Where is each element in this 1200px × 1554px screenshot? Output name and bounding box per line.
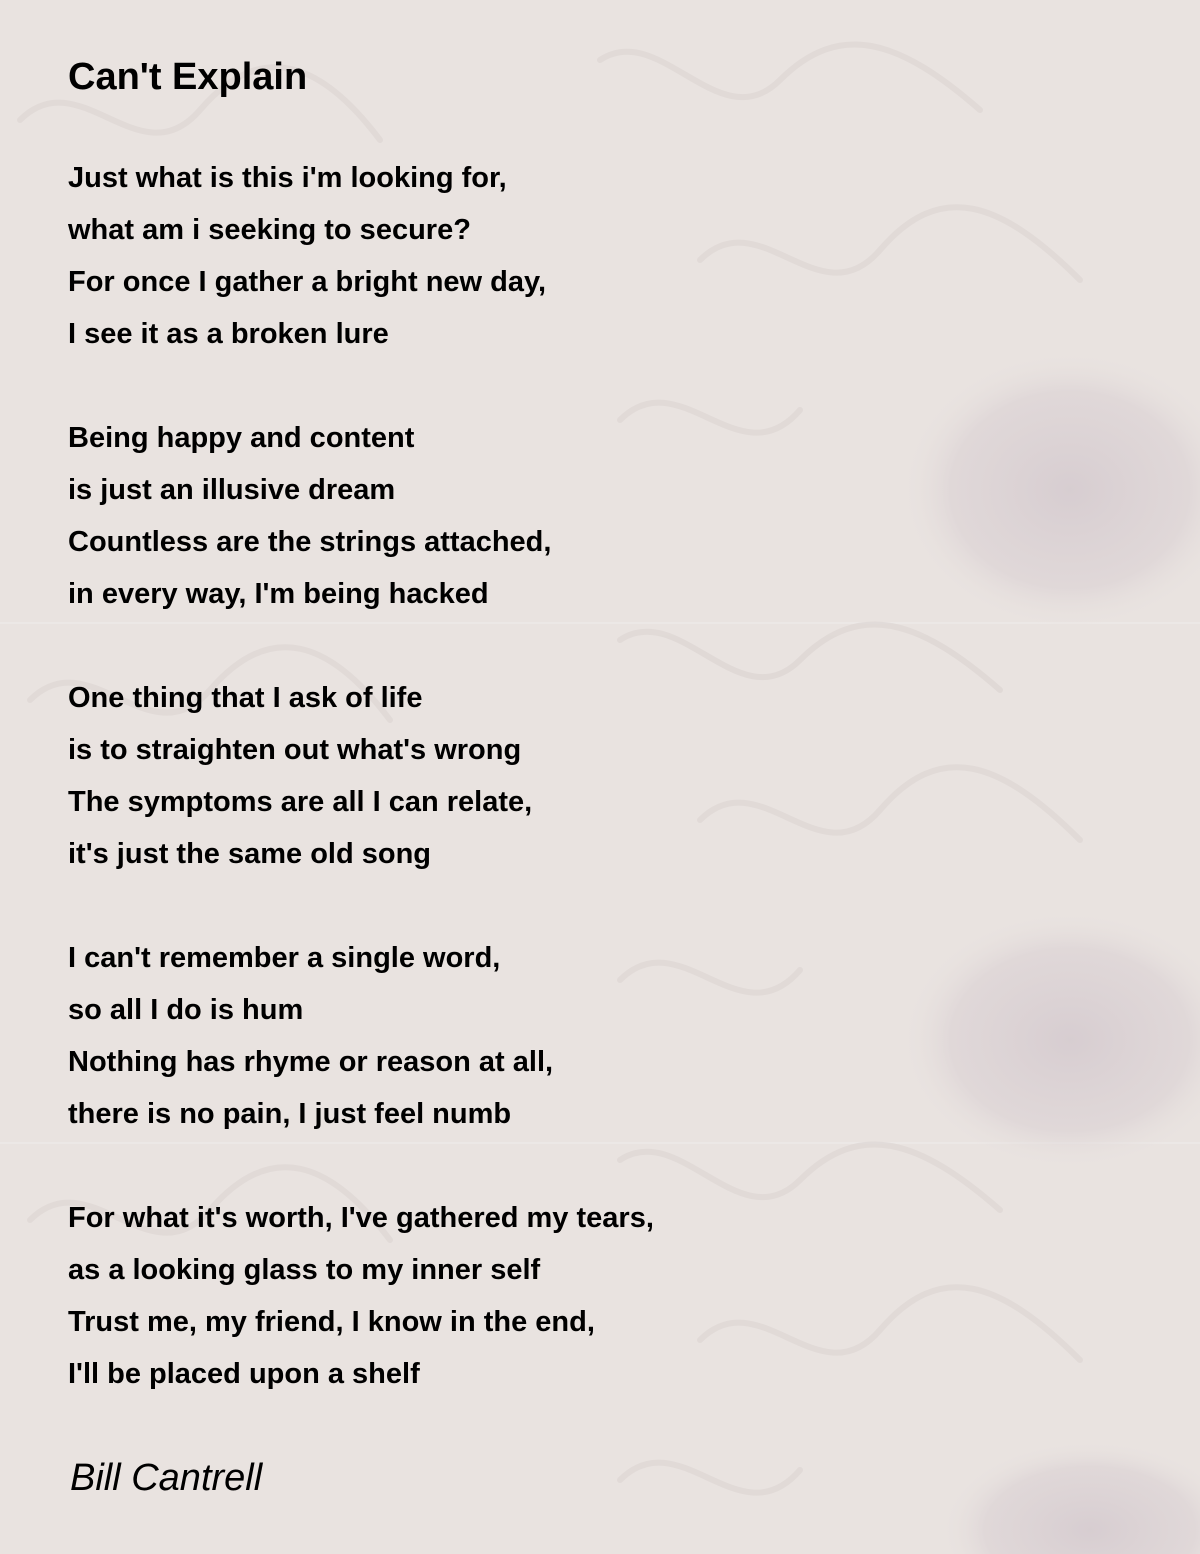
poem-line: I'll be placed upon a shelf <box>68 1358 420 1390</box>
poem-line: The symptoms are all I can relate, <box>68 786 533 818</box>
poem-line: Just what is this i'm looking for, <box>68 162 507 194</box>
stanza-1 <box>68 152 654 360</box>
poem-line: Being happy and content <box>68 422 415 454</box>
poem-line: so all I do is hum <box>68 994 304 1026</box>
poem-line: as a looking glass to my inner self <box>68 1254 541 1286</box>
poem-line: it's just the same old song <box>68 838 432 870</box>
poem-line: One thing that I ask of life <box>68 682 423 714</box>
stanza-4 <box>68 932 654 1140</box>
poem-line: in every way, I'm being hacked <box>68 578 489 610</box>
poem-line: Countless are the strings attached, <box>68 526 552 558</box>
poem-line: Nothing has rhyme or reason at all, <box>68 1046 554 1078</box>
poem-line: is to straighten out what's wrong <box>68 734 522 766</box>
poem-author: Bill Cantrell <box>70 1457 263 1499</box>
poem-title: Can't Explain <box>68 56 308 98</box>
stanza-5 <box>68 1192 654 1400</box>
poem-line: Trust me, my friend, I know in the end, <box>68 1306 595 1338</box>
poem-line: I can't remember a single word, <box>68 942 501 974</box>
stanza-3 <box>68 672 654 880</box>
poem-line: is just an illusive dream <box>68 474 396 506</box>
poem-line: I see it as a broken lure <box>68 318 389 350</box>
poem-line: For what it's worth, I've gathered my tears, <box>68 1202 654 1234</box>
poem-body <box>68 152 654 1452</box>
poem-line: there is no pain, I just feel numb <box>68 1098 512 1130</box>
stanza-2 <box>68 412 654 620</box>
poem-line: what am i seeking to secure? <box>68 214 471 246</box>
poem-line: For once I gather a bright new day, <box>68 266 547 298</box>
